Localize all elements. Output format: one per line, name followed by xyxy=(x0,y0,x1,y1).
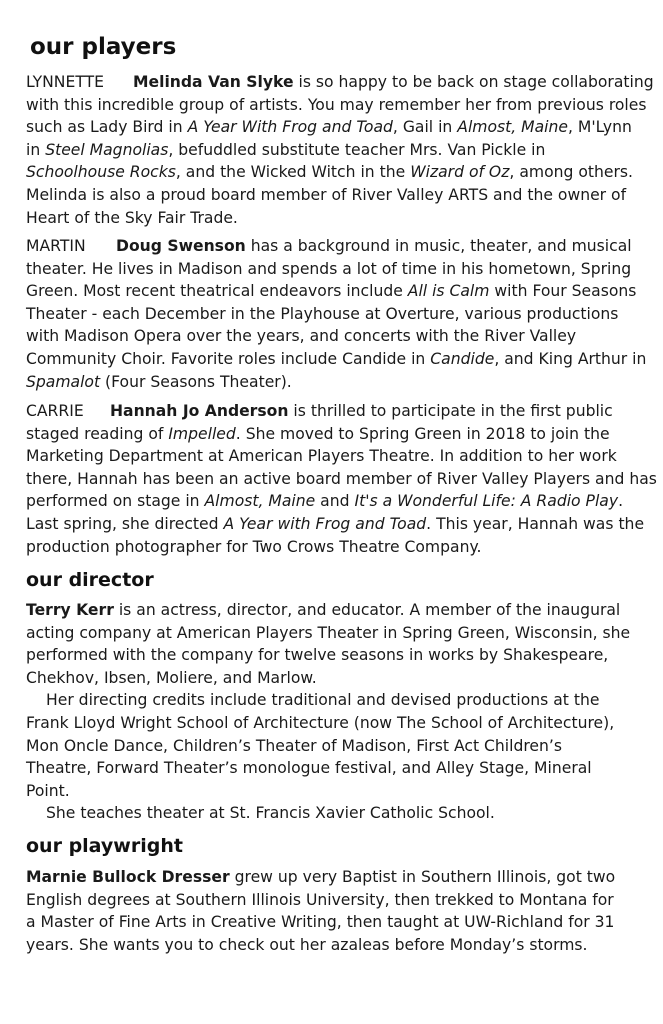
bio-line: Chekhov, Ibsen, Moliere, and Marlow. xyxy=(26,668,317,687)
players-heading: our players xyxy=(30,34,177,60)
bio-line: performed on stage in Almost, Maine and It's a Wonderful Life: A Radio Play. xyxy=(26,492,624,511)
bio-line: in Steel Magnolias, befuddled substitute teacher Mrs. Van Pickle in xyxy=(26,140,546,159)
martin-bio xyxy=(26,235,656,393)
bio-line: Community Choir. Favorite roles include Candide in Candide, and King Arthur in xyxy=(26,349,647,368)
bio-line: Terry Kerr is an actress, director, and educator. A member of the inaugural xyxy=(26,601,621,619)
bio-line: years. She wants you to check out her azaleas before Monday’s storms. xyxy=(26,935,588,954)
bio-line: Mon Oncle Dance, Children’s Theater of Madison, First Act Children’s xyxy=(26,736,562,755)
bio-line: with this incredible group of artists. You may remember her from previous roles xyxy=(26,95,647,114)
playwright-name: Marnie Bullock Dresser xyxy=(26,868,230,886)
director-heading: our director xyxy=(26,569,154,591)
bio-line: production photographer for Two Crows Theatre Company. xyxy=(26,537,482,556)
bio-line: Frank Lloyd Wright School of Architecture (now The School of Architecture), xyxy=(26,713,615,732)
carrie-bio xyxy=(26,400,656,558)
bio-line: with Madison Opera over the years, and concerts with the River Valley xyxy=(26,327,577,346)
bio-line: She teaches theater at St. Francis Xavier Catholic School. xyxy=(46,804,495,823)
bio-line: MARTIN Doug Swenson has a background in music, theater, and musical xyxy=(26,235,656,258)
bio-line: a Master of Fine Arts in Creative Writing, then taught at UW-Richland for 31 xyxy=(26,913,615,932)
bio-line: Marnie Bullock Dresser grew up very Baptist in Southern Illinois, got two xyxy=(26,868,616,886)
role-label: CARRIE xyxy=(26,402,84,420)
bio-line: English degrees at Southern Illinois University, then trekked to Montana for xyxy=(26,890,614,909)
bio-line: Point. xyxy=(26,781,70,800)
playwright-heading: our playwright xyxy=(26,835,183,857)
role-label: MARTIN xyxy=(26,237,86,255)
bio-line: Her directing credits include traditional and devised productions at the xyxy=(46,691,600,710)
bio-line: CARRIE Hannah Jo Anderson is thrilled to participate in the first public xyxy=(26,400,656,423)
bio-line: Schoolhouse Rocks, and the Wicked Witch in the Wizard of Oz, among others. xyxy=(26,163,633,182)
actor-name: Doug Swenson xyxy=(116,237,246,255)
bio-line: Theater - each December in the Playhouse at Overture, various productions xyxy=(26,304,619,323)
bio-line: there, Hannah has been an active board member of River Valley Players and has xyxy=(26,469,657,488)
bio-line: such as Lady Bird in A Year With Frog and Toad, Gail in Almost, Maine, M'Lynn xyxy=(26,118,632,137)
bio-line: performed with the company for twelve seasons in works by Shakespeare, xyxy=(26,646,609,665)
bio-line: staged reading of Impelled. She moved to Spring Green in 2018 to join the xyxy=(26,424,610,443)
director-bio xyxy=(26,599,656,825)
playwright-bio xyxy=(26,866,656,956)
bio-line: Theatre, Forward Theater’s monologue festival, and Alley Stage, Mineral xyxy=(26,759,592,778)
bio-line: Spamalot (Four Seasons Theater). xyxy=(26,372,292,391)
bio-line: Last spring, she directed A Year with Frog and Toad. This year, Hannah was the xyxy=(26,514,645,533)
bio-line: acting company at American Players Theater in Spring Green, Wisconsin, she xyxy=(26,623,631,642)
bio-line: LYNNETTE Melinda Van Slyke is so happy to be back on stage collaborating xyxy=(26,71,656,94)
bio-line: Melinda is also a proud board member of River Valley ARTS and the owner of xyxy=(26,185,627,204)
lynnette-bio xyxy=(26,71,656,229)
bio-line: Heart of the Sky Fair Trade. xyxy=(26,208,238,227)
actor-name: Hannah Jo Anderson xyxy=(110,402,289,420)
bio-line: Marketing Department at American Players Theatre. In addition to her work xyxy=(26,447,617,466)
bio-line: Green. Most recent theatrical endeavors include All is Calm with Four Seasons xyxy=(26,282,637,301)
director-name: Terry Kerr xyxy=(26,601,114,619)
actor-name: Melinda Van Slyke xyxy=(133,73,294,91)
bio-line: theater. He lives in Madison and spends a lot of time in his hometown, Spring xyxy=(26,259,632,278)
role-label: LYNNETTE xyxy=(26,73,104,91)
